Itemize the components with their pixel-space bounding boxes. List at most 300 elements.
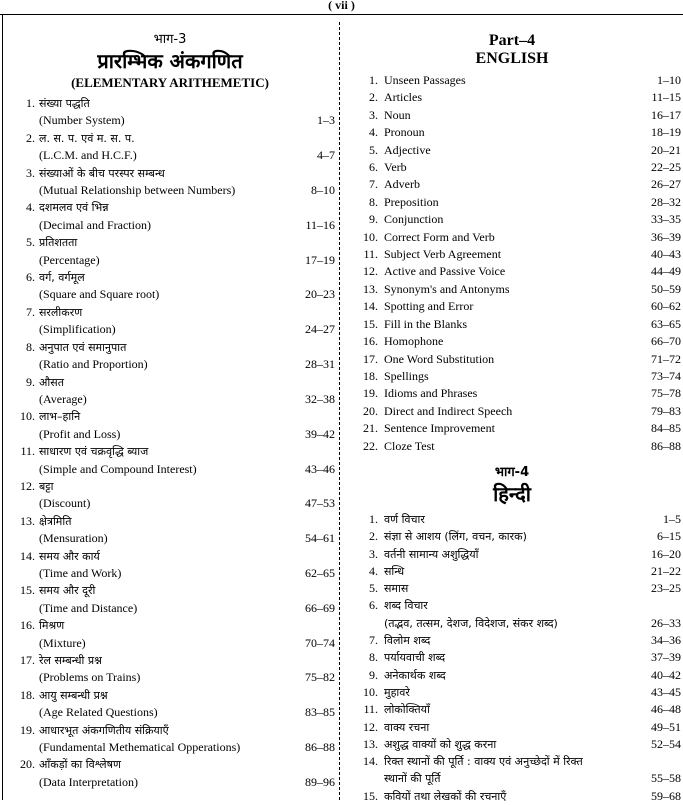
entry-line (384, 684, 681, 701)
entry-title: Unseen Passages (384, 73, 466, 87)
entry-title: वर्तनी सामान्य अशुद्धियाँ (384, 547, 479, 561)
entry-title-english: (Age Related Questions) (39, 705, 158, 720)
entry-pages: 16–20 (651, 546, 681, 561)
entry-line (39, 495, 335, 512)
entry-pages: 66–69 (305, 600, 335, 615)
entry-pages: 39–42 (305, 426, 335, 441)
entry-body (39, 374, 335, 409)
part-4-label: Part–4 (488, 32, 536, 49)
entry-body (384, 632, 681, 649)
entry-number: 3. (26, 165, 35, 180)
entry-body (39, 304, 335, 339)
entry-title-english: (Problems on Trains) (39, 670, 141, 685)
entry-title: Direct and Indirect Speech (384, 403, 513, 418)
toc-entry (343, 563, 681, 580)
entry-line (384, 333, 681, 350)
toc-entry (5, 165, 335, 200)
entry-number: 4. (369, 563, 378, 578)
entry-pages: 62–65 (305, 565, 335, 580)
entry-title-hindi: मिश्रण (39, 619, 65, 633)
entry-title-hindi: लाभ–हानि (39, 410, 81, 424)
entry-number: 2. (26, 130, 35, 145)
entry-title-hindi: प्रतिशतता (39, 236, 78, 250)
entry-pages: 34–36 (651, 633, 681, 648)
toc-entry (343, 368, 681, 385)
toc-entry (343, 684, 681, 701)
entry-line (384, 788, 681, 805)
entry-title-english: (Decimal and Fraction) (39, 217, 151, 232)
toc-entry (343, 246, 681, 263)
entry-pages: 43–46 (305, 461, 335, 476)
entry-line (39, 321, 335, 338)
entry-number: 12. (363, 264, 378, 279)
entry-title: रिक्त स्थानों की पूर्ति : वाक्य एवं अनुच्छेदों में रिक्त (384, 755, 583, 769)
entry-line (384, 615, 681, 632)
entry-body (384, 667, 681, 684)
entry-pages: 49–51 (651, 719, 681, 734)
entry-body (384, 701, 681, 718)
entry-pages: 44–49 (651, 264, 681, 279)
entry-title-english: (Ratio and Proportion) (39, 357, 148, 372)
entry-title-hindi: दशमलव एवं भिन्न (39, 201, 109, 215)
entry-title: अशुद्ध वाक्यों को शुद्ध करना (384, 737, 497, 751)
entry-title-english: (Mixture) (39, 635, 86, 650)
entry-title: Spellings (384, 368, 429, 383)
entry-title: वर्ण विचार (384, 512, 425, 526)
toc-entry (343, 788, 681, 805)
entry-pages: 32–38 (305, 391, 335, 406)
toc-entry (343, 701, 681, 718)
entry-number: 13. (363, 281, 378, 296)
entry-pages: 63–65 (651, 316, 681, 331)
entry-title: मुहावरे (384, 685, 410, 699)
toc-entry (343, 438, 681, 455)
entry-title-continued: स्थानों की पूर्ति (384, 772, 441, 786)
toc-entry (5, 95, 335, 130)
toc-entry (343, 649, 681, 666)
hindi-list (343, 511, 681, 805)
entry-pages: 79–83 (651, 403, 681, 418)
entry-line (384, 701, 681, 718)
entry-number: 19. (363, 386, 378, 401)
entry-number: 13. (363, 736, 378, 751)
entry-number: 8. (369, 194, 378, 209)
hindi-part-label: भाग-4 (494, 464, 530, 480)
entry-pages: 60–62 (651, 299, 681, 314)
entry-line (39, 217, 335, 234)
entry-number: 18. (363, 368, 378, 383)
entry-pages: 11–16 (305, 217, 335, 232)
entry-title-hindi: संख्या पद्धति (39, 97, 90, 110)
entry-line (39, 461, 335, 478)
entry-pages: 24–27 (305, 322, 335, 337)
entry-line (384, 142, 681, 159)
entry-line (39, 565, 335, 582)
entry-number: 15. (363, 316, 378, 331)
entry-body (384, 597, 681, 632)
toc-entry (343, 281, 681, 298)
entry-title-english: (Number System) (39, 113, 125, 128)
entry-title: Pronoun (384, 125, 425, 140)
entry-pages: 71–72 (651, 351, 681, 366)
toc-entry (343, 211, 681, 228)
entry-title-english: (Profit and Loss) (39, 426, 121, 441)
entry-pages: 1–5 (663, 511, 681, 526)
hindi-title: हिन्दी (493, 481, 531, 506)
column-divider (339, 22, 340, 800)
toc-entry (5, 617, 335, 652)
toc-entry (343, 719, 681, 736)
entry-body (39, 234, 335, 269)
toc-entry (343, 597, 681, 632)
entry-pages: 26–27 (651, 177, 681, 192)
entry-number: 12. (20, 478, 35, 493)
entry-title: संज्ञा से आशय (लिंग, वचन, कारक) (384, 530, 527, 544)
entry-number: 11. (363, 702, 378, 717)
entry-line (39, 112, 335, 129)
entry-line (39, 252, 335, 269)
entry-pages: 28–31 (305, 357, 335, 372)
entry-number: 17. (20, 653, 35, 667)
entry-title: Cloze Test (384, 438, 435, 453)
entry-number: 10. (363, 684, 378, 699)
toc-entry (343, 580, 681, 597)
entry-number: 16. (20, 618, 35, 633)
entry-number: 2. (369, 90, 378, 105)
entry-pages: 50–59 (651, 281, 681, 296)
entry-number: 7. (26, 304, 35, 319)
entry-pages: 33–35 (651, 212, 681, 227)
entry-number: 1. (369, 511, 378, 526)
entry-body (384, 563, 681, 580)
toc-entry (343, 753, 681, 788)
entry-title-continued: (तद्भव, तत्सम, देशज, विदेशज, संकर शब्द) (384, 616, 558, 630)
entry-line (384, 580, 681, 597)
entry-pages: 89–96 (305, 774, 335, 789)
entry-pages: 37–39 (651, 650, 681, 665)
entry-body (384, 528, 681, 545)
entry-number: 19. (20, 722, 35, 737)
entry-line (384, 719, 681, 736)
entry-number: 2. (369, 529, 378, 544)
entry-body (384, 719, 681, 736)
toc-entry (343, 385, 681, 402)
entry-body (39, 408, 335, 443)
entry-body (39, 513, 335, 548)
entry-title: Synonym's and Antonyms (384, 281, 510, 296)
entry-line (384, 194, 681, 211)
entry-title-english: (Fundamental Methematical Opperations) (39, 740, 241, 755)
entry-line (384, 632, 681, 649)
entry-title: सन्धि (384, 564, 405, 578)
entry-line (384, 736, 681, 753)
entry-line (384, 298, 681, 315)
entry-line (39, 286, 335, 303)
entry-pages: 26–33 (651, 615, 681, 630)
entry-title-hindi: सरलीकरण (39, 305, 83, 319)
entry-line (39, 635, 335, 652)
entry-line (384, 649, 681, 666)
entry-pages: 23–25 (651, 581, 681, 596)
entry-line (384, 420, 681, 437)
entry-number: 5. (369, 581, 378, 596)
entry-number: 1. (26, 96, 35, 110)
entry-line (39, 530, 335, 547)
entry-line (39, 356, 335, 373)
entry-line (384, 316, 681, 333)
toc-entry (343, 736, 681, 753)
entry-pages: 8–10 (311, 183, 335, 198)
toc-entry (5, 478, 335, 513)
entry-title: Spotting and Error (384, 299, 474, 314)
entry-title-hindi: क्षेत्रमिति (39, 514, 72, 528)
toc-entry (343, 333, 681, 350)
entry-body (384, 546, 681, 563)
toc-entry (343, 511, 681, 528)
entry-number: 9. (26, 374, 35, 389)
entry-line (384, 528, 681, 545)
entry-number: 4. (369, 125, 378, 140)
entry-pages: 83–85 (305, 705, 335, 720)
entry-number: 17. (363, 351, 378, 366)
entry-title-english: (Percentage) (39, 252, 100, 267)
entry-number: 1. (369, 73, 378, 87)
entry-pages: 54–61 (305, 531, 335, 546)
entry-number: 11. (363, 247, 378, 262)
entry-line (39, 391, 335, 408)
entry-pages: 75–78 (651, 386, 681, 401)
entry-pages: 36–39 (651, 229, 681, 244)
entry-number: 6. (369, 160, 378, 175)
entry-body (384, 580, 681, 597)
entry-number: 14. (363, 754, 378, 769)
toc-entry (5, 269, 335, 304)
entry-title: Homophone (384, 334, 444, 349)
toc-entry (5, 130, 335, 165)
entry-line (39, 704, 335, 721)
entry-pages: 70–74 (305, 635, 335, 650)
entry-title: Idioms and Phrases (384, 386, 478, 401)
toc-entry (5, 722, 335, 757)
entry-line (39, 182, 335, 199)
toc-entry (343, 403, 681, 420)
entry-pages: 47–53 (305, 496, 335, 511)
entry-line (384, 72, 681, 89)
toc-entry (5, 513, 335, 548)
entry-pages: 73–74 (651, 368, 681, 383)
entry-pages: 43–45 (651, 684, 681, 699)
toc-entry (343, 316, 681, 333)
entry-title: अनेकार्थक शब्द (384, 668, 446, 682)
entry-pages: 16–17 (651, 107, 681, 122)
entry-number: 9. (369, 212, 378, 227)
arithmetic-list (5, 95, 335, 791)
entry-title: Correct Form and Verb (384, 229, 495, 244)
entry-pages: 22–25 (651, 160, 681, 175)
toc-entry (343, 124, 681, 141)
entry-number: 20. (363, 403, 378, 418)
entry-title-hindi: रेल सम्बन्धी प्रश्न (39, 654, 102, 667)
entry-body (39, 756, 335, 791)
entry-line (384, 107, 681, 124)
entry-title-hindi: आँकड़ों का विश्लेषण (39, 758, 121, 772)
entry-pages: 1–3 (317, 113, 335, 128)
entry-title: Adjective (384, 142, 431, 157)
entry-pages: 86–88 (651, 438, 681, 453)
entry-pages: 55–58 (651, 771, 681, 786)
entry-line (384, 438, 681, 455)
entry-title: Adverb (384, 177, 420, 192)
entry-pages: 18–19 (651, 125, 681, 140)
entry-number: 4. (26, 200, 35, 215)
entry-body (39, 582, 335, 617)
entry-line (39, 774, 335, 791)
entry-title: Noun (384, 107, 411, 122)
entry-body (39, 95, 335, 130)
entry-number: 12. (363, 719, 378, 734)
entry-line (384, 385, 681, 402)
toc-entry (343, 263, 681, 280)
entry-body (39, 269, 335, 304)
entry-number: 18. (20, 687, 35, 702)
entry-title-hindi: समय और कार्य (39, 549, 100, 563)
toc-entry (343, 89, 681, 106)
entry-number: 22. (363, 438, 378, 453)
entry-title-english: (L.C.M. and H.C.F.) (39, 148, 137, 163)
entry-body (384, 753, 681, 788)
entry-title-hindi: आयु सम्बन्धी प्रश्न (39, 688, 108, 702)
entry-number: 15. (20, 583, 35, 598)
entry-body (39, 130, 335, 165)
entry-number: 10. (20, 409, 35, 424)
entry-body (39, 687, 335, 722)
toc-entry (5, 408, 335, 443)
toc-entry (343, 176, 681, 193)
part-3-label: भाग-3 (153, 32, 187, 47)
entry-pages: 40–42 (651, 667, 681, 682)
toc-entry (5, 548, 335, 583)
entry-title-english: (Simplification) (39, 322, 116, 337)
entry-pages: 52–54 (651, 736, 681, 751)
page-number: ( vii ) (328, 0, 355, 12)
entry-title-english: (Mensuration) (39, 531, 108, 546)
entry-body (39, 548, 335, 583)
entry-number: 14. (20, 548, 35, 563)
entry-body (39, 443, 335, 478)
arithmetic-title: प्रारम्भिक अंकगणित (97, 49, 243, 73)
entry-number: 8. (369, 650, 378, 665)
entry-title: शब्द विचार (384, 599, 428, 613)
entry-pages: 46–48 (651, 702, 681, 717)
entry-number: 6. (369, 598, 378, 613)
entry-title: Conjunction (384, 212, 444, 227)
top-rule (0, 14, 683, 15)
toc-entry (5, 339, 335, 374)
entry-body (39, 199, 335, 234)
entry-body (39, 478, 335, 513)
entry-line (39, 426, 335, 443)
entry-number: 20. (20, 757, 35, 772)
toc-entry (343, 420, 681, 437)
entry-number: 3. (369, 107, 378, 122)
entry-line (384, 667, 681, 684)
entry-title-hindi: संख्याओं के बीच परस्पर सम्बन्ध (39, 166, 165, 180)
toc-entry (343, 229, 681, 246)
entry-title-english: (Square and Square root) (39, 287, 160, 302)
entry-pages: 20–21 (651, 142, 681, 157)
entry-title: Active and Passive Voice (384, 264, 506, 279)
toc-entry (5, 582, 335, 617)
entry-line (384, 176, 681, 193)
toc-entry (343, 632, 681, 649)
entry-number: 5. (369, 142, 378, 157)
toc-entry (343, 351, 681, 368)
entry-pages: 6–15 (657, 529, 681, 544)
entry-line (384, 246, 681, 263)
entry-number: 8. (26, 339, 35, 354)
entry-number: 9. (369, 667, 378, 682)
english-title: ENGLISH (475, 50, 549, 67)
toc-entry (5, 756, 335, 791)
entry-title: Subject Verb Agreement (384, 247, 502, 262)
entry-pages: 84–85 (651, 421, 681, 436)
toc-entry (343, 546, 681, 563)
entry-body (384, 684, 681, 701)
entry-title-hindi: साधारण एवं चक्रवृद्धि ब्याज (39, 445, 149, 459)
entry-pages: 40–43 (651, 247, 681, 262)
entry-number: 15. (363, 788, 378, 803)
entry-body (384, 649, 681, 666)
toc-entry (5, 234, 335, 269)
entry-title-english: (Time and Work) (39, 565, 122, 580)
entry-title-english: (Discount) (39, 496, 91, 511)
entry-body (384, 788, 681, 805)
entry-title-hindi: बट्टा (39, 479, 54, 493)
toc-entry (5, 374, 335, 409)
entry-number: 11. (20, 444, 35, 459)
entry-number: 7. (369, 633, 378, 648)
entry-line (384, 229, 681, 246)
entry-line (39, 669, 335, 686)
entry-body (39, 339, 335, 374)
arithmetic-column (5, 32, 335, 791)
toc-entry (343, 528, 681, 545)
toc-entry (343, 142, 681, 159)
entry-number: 16. (363, 334, 378, 349)
english-list (343, 72, 681, 455)
entry-pages: 59–68 (651, 788, 681, 803)
entry-pages: 20–23 (305, 287, 335, 302)
entry-title: Articles (384, 90, 422, 105)
entry-pages: 66–70 (651, 334, 681, 349)
entry-title-english: (Time and Distance) (39, 600, 138, 615)
entry-title: One Word Substitution (384, 351, 495, 366)
entry-line (384, 563, 681, 580)
entry-line (39, 147, 335, 164)
toc-entry (343, 298, 681, 315)
entry-number: 10. (363, 229, 378, 244)
entry-pages: 11–15 (651, 90, 681, 105)
entry-title: विलोम शब्द (384, 634, 431, 648)
entry-title-english: (Average) (39, 391, 87, 406)
entry-number: 5. (26, 235, 35, 250)
entry-body (384, 511, 681, 528)
entry-number: 14. (363, 299, 378, 314)
entry-body (39, 652, 335, 687)
left-rule (2, 14, 3, 800)
entry-line (384, 89, 681, 106)
toc-entry (5, 687, 335, 722)
